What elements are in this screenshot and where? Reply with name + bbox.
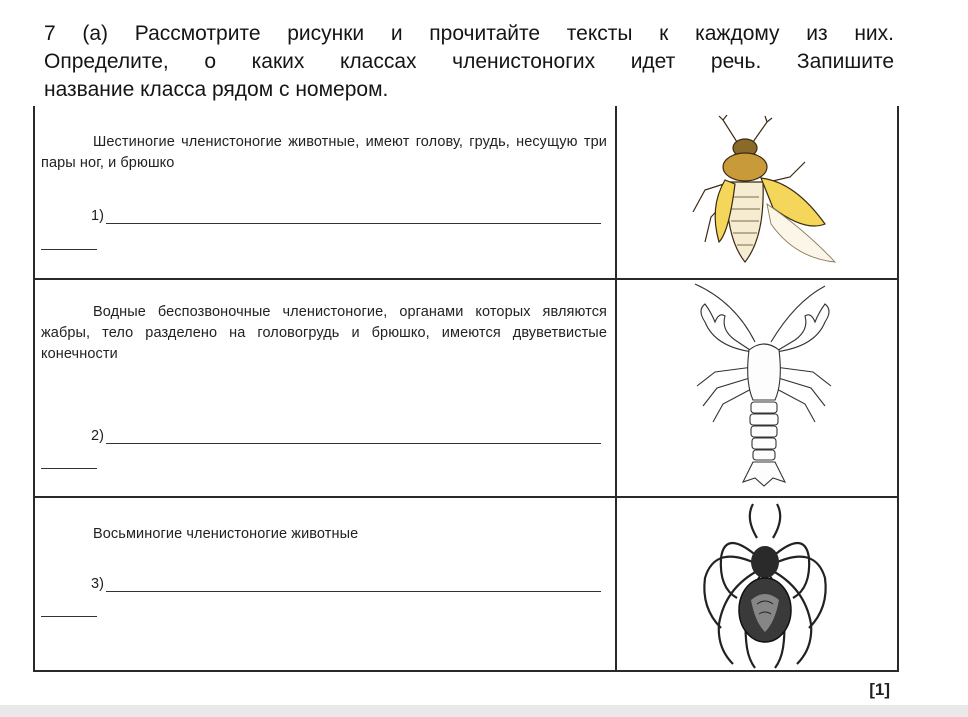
- spider-icon: [685, 498, 845, 670]
- row-1-description: Шестиногие членистоногие животные, имеют голову, грудь, несущую три пары ног, и брюшко: [41, 134, 607, 171]
- answer-blank-2[interactable]: [106, 428, 601, 444]
- answer-blank-3[interactable]: [106, 576, 601, 592]
- answer-label-3: 3): [91, 576, 104, 592]
- answer-blank-2-continuation[interactable]: [41, 468, 97, 469]
- row-3-description: Восьминогие членистоногие животные: [93, 526, 359, 542]
- answer-table: [33, 106, 899, 672]
- answer-blank-1[interactable]: [106, 208, 601, 224]
- crayfish-icon: [675, 282, 855, 492]
- question-line-1: 7 (a) Рассмотрите рисунки и прочитайте тексты к каждому из них.: [44, 22, 894, 45]
- row-3-answer[interactable]: [91, 576, 601, 592]
- row-2-description: Водные беспозвоночные членистоногие, органами которых являются жабры, тело разделено на головогрудь и брюшко, имеются двуветвистые конечности: [41, 304, 607, 362]
- question-line-3: название класса рядом с номером.: [44, 78, 389, 101]
- bottom-scroll-bar: [0, 705, 968, 717]
- column-divider: [615, 106, 617, 670]
- question-text: [44, 20, 894, 104]
- question-line-2: Определите, о каких классах членистоногих идет речь. Запишите: [44, 50, 894, 73]
- row-2-answer[interactable]: [91, 428, 601, 444]
- row-divider: [35, 278, 897, 280]
- beetle-icon: [675, 112, 845, 272]
- answer-blank-3-continuation[interactable]: [41, 616, 97, 617]
- answer-label-2: 2): [91, 428, 104, 444]
- row-1-answer[interactable]: [91, 208, 601, 224]
- score-label: [1]: [869, 680, 890, 699]
- answer-label-1: 1): [91, 208, 104, 224]
- answer-blank-1-continuation[interactable]: [41, 249, 97, 250]
